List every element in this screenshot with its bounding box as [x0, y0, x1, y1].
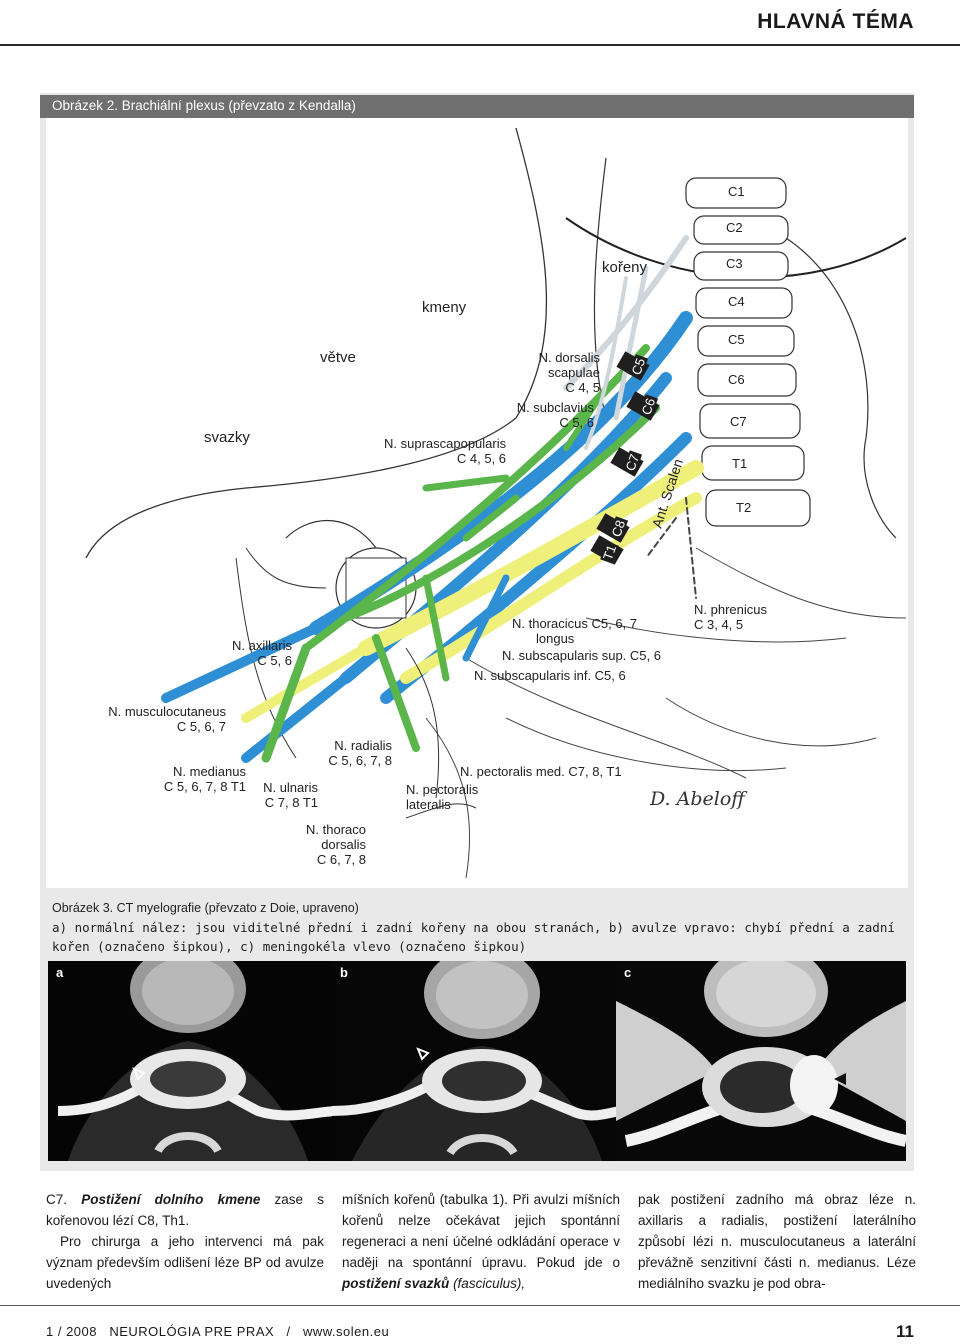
label-thoracodorsalis-line1: N. thoraco [306, 822, 366, 837]
label-subscap-inf: N. subscapularis inf. C5, 6 [474, 668, 626, 683]
footer-journal: NEUROLÓGIA PRE PRAX [109, 1324, 275, 1339]
figure2-caption: Obrázek 2. Brachiální plexus (převzato z Kendalla) [52, 98, 356, 113]
label-dorsalis-scapulae [532, 350, 600, 395]
root-label-c5: C5 [628, 356, 649, 377]
label-thoracicus-line1: N. thoracicus C5, 6, 7 [512, 616, 637, 631]
label-dorsalis-scapulae-line2: scapulae [547, 365, 600, 380]
label-axillaris-line2: C 5, 6 [257, 653, 292, 668]
col2-emphasis-2: (fasciculus), [453, 1276, 526, 1291]
section-title: HLAVNÁ TÉMA [757, 10, 914, 33]
footer-issue: 1 / 2008 [46, 1324, 97, 1339]
label-medianus-line2: C 5, 6, 7, 8 T1 [163, 779, 246, 794]
label-musculocutaneus-line1: N. musculocutaneus [108, 704, 226, 719]
label-suprascapularis-line2: C 4, 5, 6 [456, 451, 506, 466]
ct-scan-b [332, 961, 622, 1161]
label-thoracodorsalis-line2: dorsalis [321, 837, 366, 852]
col2-text-start: míšních kořenů (tabulka 1). Při avulzi míšních kořenů nelze očekávat jejich spontánní regeneraci a není účelné odkládání operace v naději na spontánní úpravu. Pokud jde o [342, 1192, 620, 1270]
label-thoracicus-longus [512, 616, 637, 646]
ct-panel-c [616, 961, 906, 1161]
label-pect-lat-line2: lateralis [406, 797, 451, 812]
footer [46, 1324, 389, 1339]
label-subscap-sup: N. subscapularis sup. C5, 6 [502, 648, 661, 663]
label-pect-lat-line1: N. pectoralis [406, 782, 479, 797]
label-pectoralis-med: N. pectoralis med. C7, 8, T1 [460, 764, 622, 779]
text-column-1 [46, 1189, 324, 1294]
vertebra-c1: C1 [728, 184, 745, 199]
label-ulnaris [258, 780, 318, 810]
label-radialis-line2: C 5, 6, 7, 8 [328, 753, 392, 768]
header-rule [0, 44, 960, 46]
label-musculocutaneus [102, 704, 226, 734]
col1-p1-emphasis: Postižení dolního kmene [81, 1192, 261, 1207]
ct-panel-b [332, 961, 622, 1161]
label-thoracodorsalis [274, 822, 366, 867]
label-medianus [144, 764, 246, 794]
root-label-c8: C8 [608, 518, 629, 539]
col1-paragraph-1 [46, 1189, 324, 1231]
brachial-plexus-diagram [46, 118, 908, 888]
figure3-caption-title: Obrázek 3. CT myelografie (převzato z Doie, upraveno) [52, 901, 359, 915]
vertebra-c4: C4 [728, 294, 745, 309]
vertebra-c6: C6 [728, 372, 745, 387]
label-medianus-line1: N. medianus [173, 764, 246, 779]
label-koreny: kořeny [602, 259, 648, 276]
ct-panel-a-tag: a [56, 965, 64, 980]
page-number: 11 [896, 1322, 914, 1341]
ct-scan-c [616, 961, 906, 1161]
figure2-caption-bar [40, 95, 914, 118]
footer-rule [0, 1305, 960, 1306]
root-label-c6: C6 [638, 396, 659, 417]
label-axillaris-line1: N. axillaris [232, 638, 292, 653]
vertebra-c3: C3 [726, 256, 743, 271]
label-subclavius-line2: C 5, 6 [559, 415, 594, 430]
label-subclavius [508, 400, 594, 430]
vertebra-c2: C2 [726, 220, 743, 235]
figure3-caption [52, 898, 904, 956]
label-suprascapularis-line1: N. suprascapopularis [384, 436, 507, 451]
label-phrenicus [694, 602, 767, 632]
label-svazky: svazky [204, 429, 250, 446]
label-dorsalis-scapulae-line3: C 4, 5 [565, 380, 600, 395]
label-ulnaris-line2: C 7, 8 T1 [264, 795, 318, 810]
label-musculocutaneus-line2: C 5, 6, 7 [176, 719, 226, 734]
ct-panel-c-tag: c [624, 965, 632, 980]
label-ant-scalen: Ant. Scalen [648, 456, 687, 530]
ct-panel-b-tag: b [340, 965, 348, 980]
vertebra-c5: C5 [728, 332, 745, 347]
figure3-caption-text: a) normální nález: jsou viditelné přední i zadní kořeny na obou stranách, b) avulze vpravo: chybí přední a zadní kořen (označeno šipkou), c) meningokéla vlevo (označeno šipkou) [52, 920, 895, 954]
illustrator-signature: D. Abeloff [650, 788, 745, 810]
ct-panel-a [48, 961, 338, 1161]
ct-scan-a [48, 961, 338, 1161]
vertebra-t1: T1 [732, 456, 748, 471]
label-kmeny: kmeny [422, 299, 467, 316]
col2-emphasis: postižení svazků [342, 1276, 450, 1291]
col1-p1-start: C7. [46, 1192, 82, 1207]
label-pectoralis-lateralis [406, 782, 478, 812]
text-column-3: pak postižení zadního má obraz léze n. axillaris a radialis, postižení laterálního způsobí lézi n. musculocutaneus a laterální převážně senzitivní části n. medianus. Léze mediálního svazku je pod obra- [638, 1192, 916, 1291]
text-column-2 [342, 1189, 620, 1294]
vertebra-c7: C7 [730, 414, 747, 429]
label-dorsalis-scapulae-line1: N. dorsalis [538, 350, 600, 365]
label-ulnaris-line1: N. ulnaris [263, 780, 318, 795]
label-vetve: větve [320, 349, 356, 366]
footer-url[interactable]: www.solen.eu [302, 1324, 390, 1339]
label-thoracicus-line2: longus [536, 631, 575, 646]
label-radialis [322, 738, 392, 768]
label-subclavius-line1: N. subclavius [516, 400, 594, 415]
footer-separator: / [286, 1324, 291, 1339]
label-suprascapularis [384, 436, 506, 466]
label-axillaris [222, 638, 292, 668]
col1-p1-end: zase s kořenovou lézí C8, Th1. [46, 1192, 324, 1228]
label-radialis-line1: N. radialis [334, 738, 392, 753]
vertebra-t2: T2 [736, 500, 752, 515]
root-label-c7: C7 [622, 452, 643, 473]
label-phrenicus-line2: C 3, 4, 5 [694, 617, 744, 632]
label-thoracodorsalis-line3: C 6, 7, 8 [316, 852, 366, 867]
root-label-t1: T1 [599, 542, 620, 563]
label-phrenicus-line1: N. phrenicus [694, 602, 767, 617]
col1-paragraph-2: Pro chirurga a jeho intervenci má pak význam především odlišení léze BP od avulze uvedených [46, 1234, 324, 1291]
